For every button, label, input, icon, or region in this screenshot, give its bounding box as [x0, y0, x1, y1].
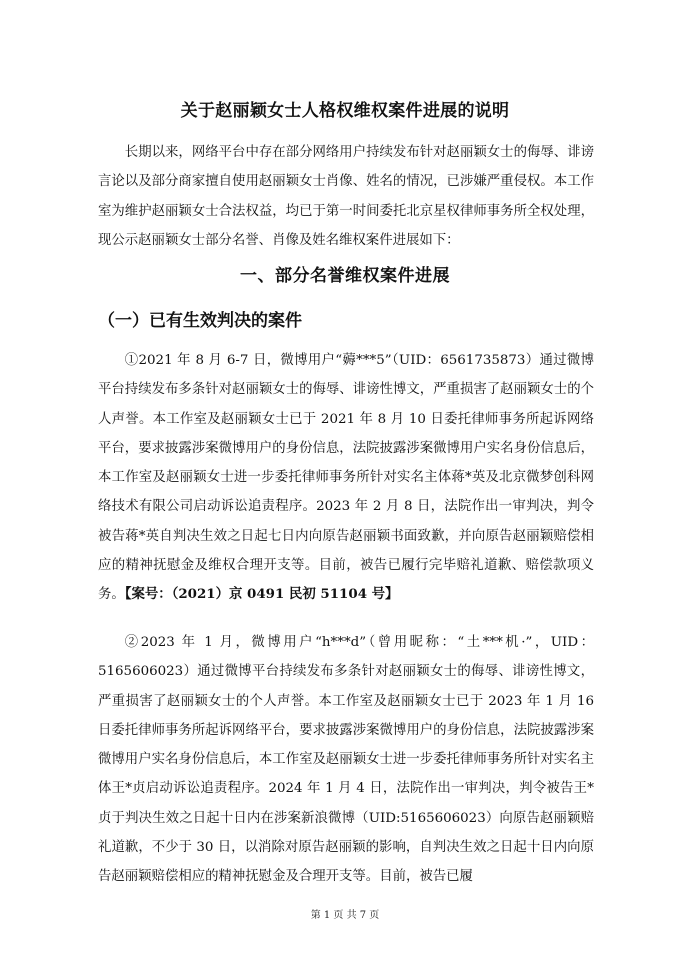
page-footer: 第 1 页 共 7 页 — [310, 910, 380, 921]
document-title: 关于赵丽颖女士人格权维权案件进展的说明 — [180, 101, 510, 121]
case-1-text: ①2021 年 8 月 6-7 日，微博用户“薅***5”（UID：6561735873）通过微博平台持续发布多条针对赵丽颖女士的侮辱、诽谤性博文，严重损害了赵丽颖女士的个人声誉。本工作室及赵丽颖女士已于 2021 年 8 月 10 日委托律师事务所起诉网络平台，要求披露涉案微博用户的身份信息，法院披露涉案微博用户实名身份信息后，本工作室及赵丽颖女士进一步委托律师事务所针对实名主体蒋*英及北京微梦创科网络技术有限公司启动诉讼追责程序。2023 年 2 月 8 日，法院作出一审判决，判令被告蒋*英自判决生效之日起七日内向原告赵丽颖书面致歉，并向原告赵丽颖赔偿相应的精神抚慰金及维权合理开支等。目前，被告已履行完毕赔礼道歉、赔偿款项义务。 — [98, 353, 594, 603]
subsection-heading: （一）已有生效判决的案件 — [98, 311, 302, 331]
intro-paragraph: 长期以来，网络平台中存在部分网络用户持续发布针对赵丽颖女士的侮辱、诽谤言论以及部分商家擅自使用赵丽颖女士肖像、姓名的情况，已涉嫌严重侵权。本工作室为维护赵丽颖女士合法权益，均已于第一时间委托北京星权律师事务所全权处理，现公示赵丽颖女士部分名誉、肖像及姓名维权案件进展如下： — [98, 145, 594, 248]
case-1-reference: 【案号：（2021）京 0491 民初 51104 号】 — [124, 586, 399, 603]
case-1-paragraph — [98, 346, 594, 610]
section-heading: 一、部分名誉维权案件进展 — [240, 266, 450, 286]
case-2-paragraph: ②2023 年 1 月，微博用户“h***d”（曾用昵称：“土***机·”，UID：5165606023）通过微博平台持续发布多条针对赵丽颖女士的侮辱、诽谤性博文，严重损害了赵丽颖女士的个人声誉。本工作室及赵丽颖女士已于 2023 年 1 月 16 日委托律师事务所起诉网络平台，要求披露涉案微博用户的身份信息，法院披露涉案微博用户实名身份信息后，本工作室及赵丽颖女士进一步委托律师事务所针对实名主体王*贞启动诉讼追责程序。2024 年 1 月 4 日，法院作出一审判决，判令被告王*贞于判决生效之日起十日内在涉案新浪微博（UID:5165606023）向原告赵丽颖赔礼道歉，不少于 30 日，以消除对原告赵丽颖的影响，自判决生效之日起十日内向原告赵丽颖赔偿相应的精神抚慰金及合理开支等。目前，被告已履 — [98, 635, 594, 885]
